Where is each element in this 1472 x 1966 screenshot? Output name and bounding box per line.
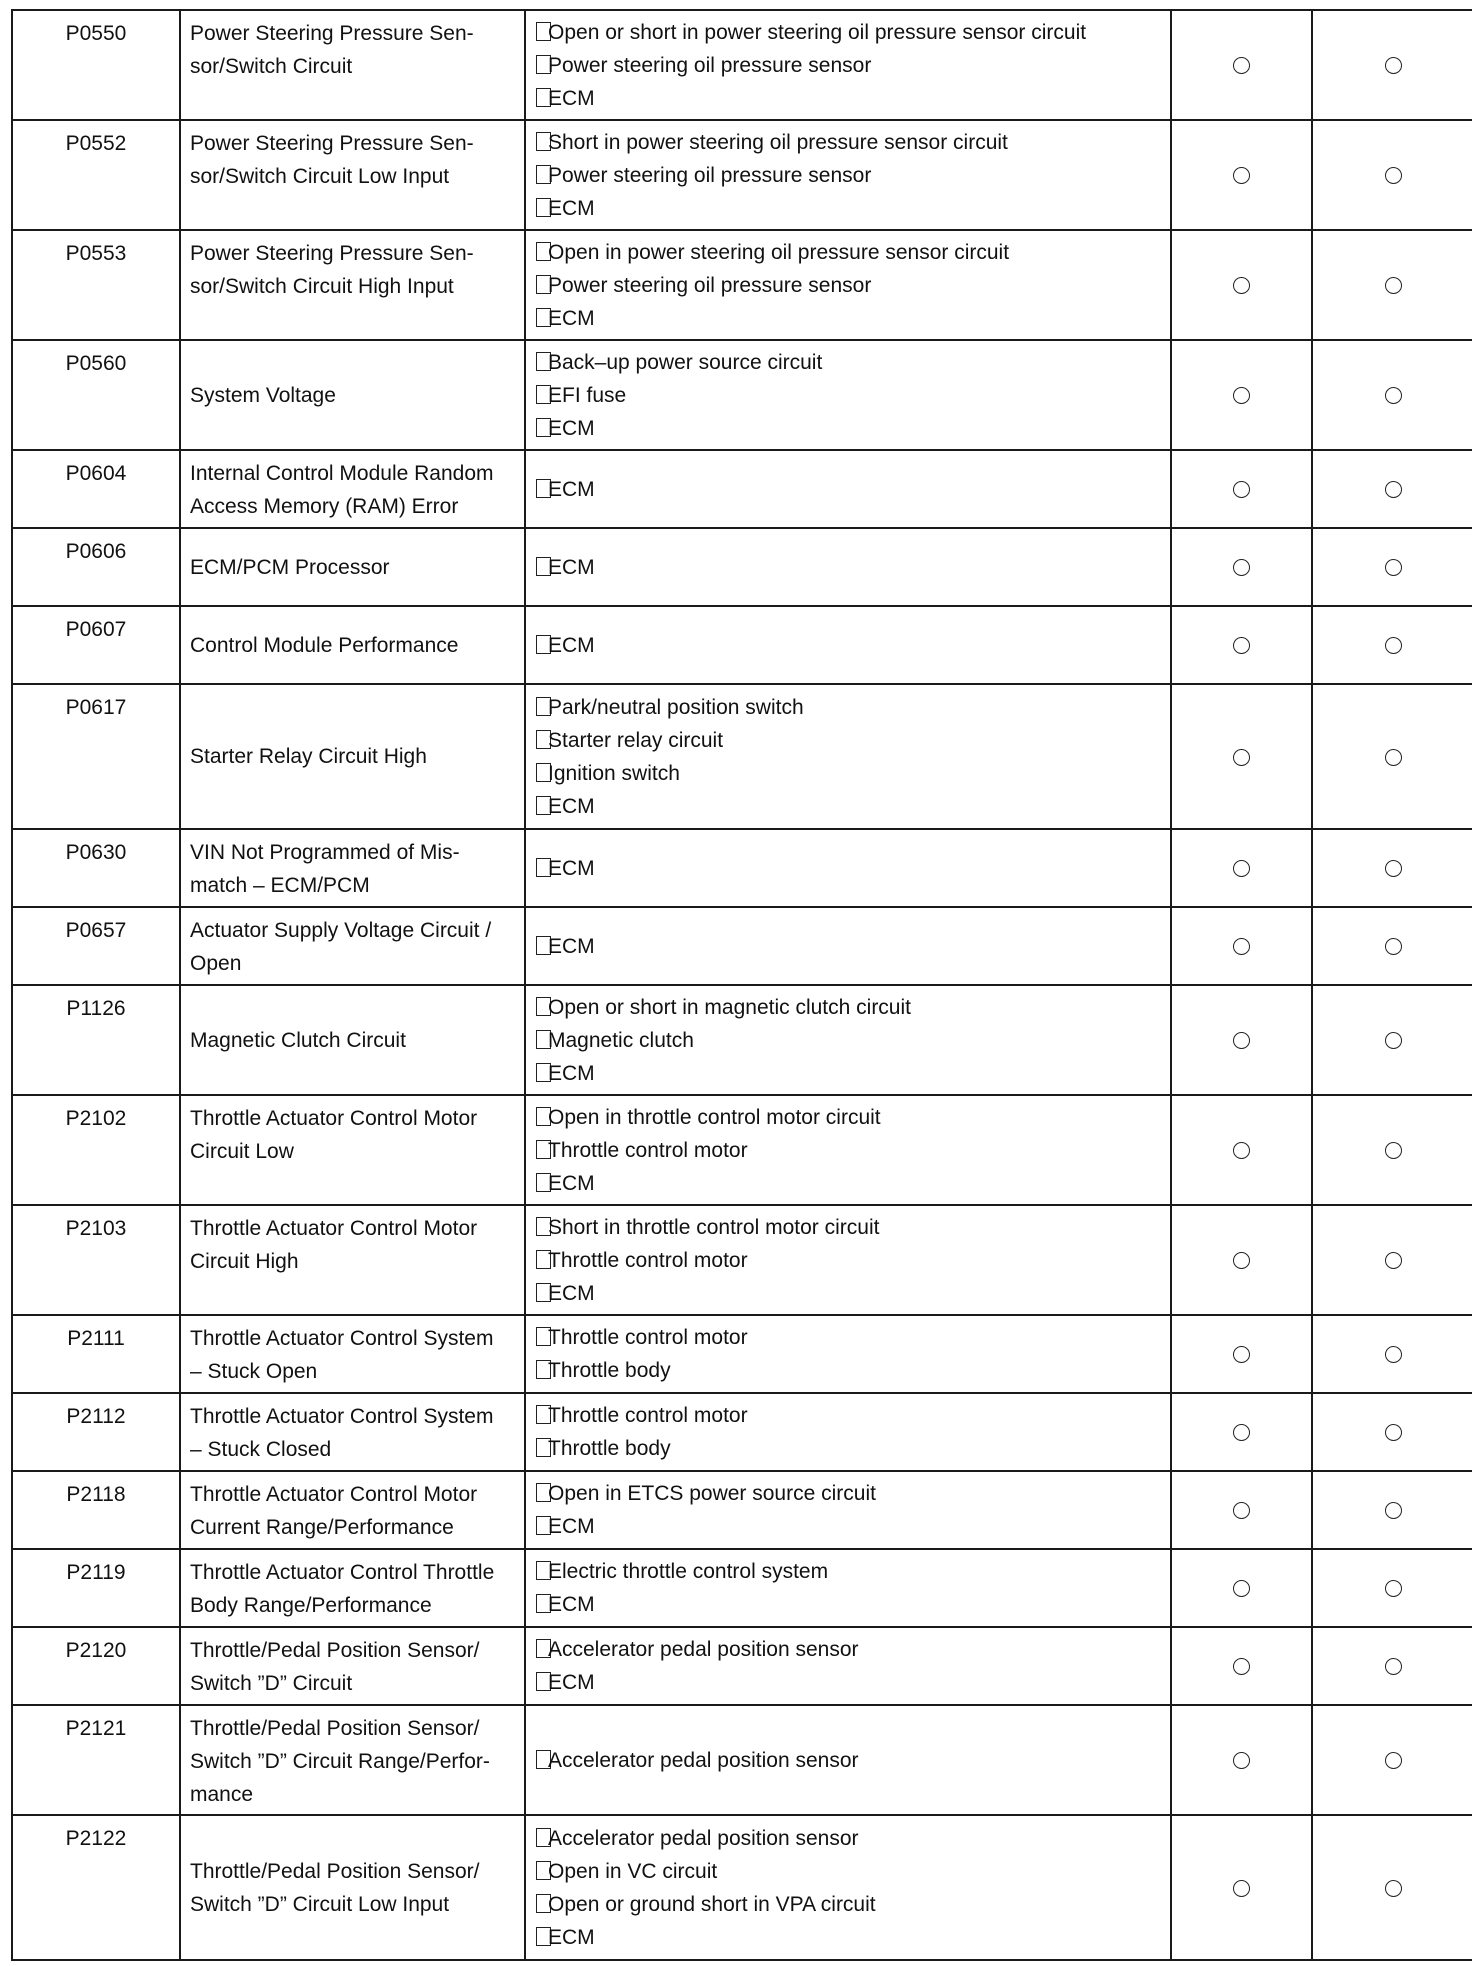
trouble-area [525, 1095, 1171, 1205]
dtc-code: P0550 [12, 10, 180, 120]
trouble-area-text: ECM [548, 856, 595, 880]
memory-column-cell [1312, 230, 1472, 340]
trouble-area [525, 684, 1171, 829]
memory-column-cell [1312, 1205, 1472, 1315]
trouble-area-text: Open in power steering oil pressure sensor circuit [548, 240, 1010, 264]
trouble-area-text: Power steering oil pressure sensor [548, 163, 872, 187]
trouble-area-item [536, 1477, 1164, 1510]
trouble-area-text: Electric throttle control system [548, 1560, 829, 1583]
trouble-area-text: Throttle body [548, 1359, 671, 1382]
trouble-area-text: Throttle control motor [548, 1138, 748, 1162]
trouble-area-text: ECM [548, 1593, 595, 1616]
detection-item: Power Steering Pressure Sen- sor/Switch Circuit Low Input [180, 120, 525, 230]
circle-mark-icon [1233, 1880, 1250, 1897]
memory-column-cell [1312, 907, 1472, 985]
circle-mark-icon [1385, 559, 1402, 576]
dtc-table-body [12, 10, 1472, 1960]
mil-column-cell [1171, 1315, 1312, 1393]
trouble-area-text: ECM [548, 555, 595, 579]
detection-item: Throttle Actuator Control System – Stuck Open [180, 1315, 525, 1393]
circle-mark-icon [1233, 637, 1250, 654]
trouble-area [525, 1471, 1171, 1549]
trouble-area-item [536, 1277, 1164, 1310]
trouble-area-item [536, 1321, 1164, 1354]
trouble-area-text: Magnetic clutch [548, 1028, 694, 1052]
memory-column-cell [1312, 120, 1472, 230]
trouble-area-text: Open or short in power steering oil pressure sensor circuit [548, 20, 1087, 44]
circle-mark-icon [1233, 1346, 1250, 1363]
trouble-area-item [536, 16, 1164, 49]
trouble-area-text: ECM [548, 196, 595, 220]
trouble-area [525, 120, 1171, 230]
trouble-area-item [536, 1855, 1164, 1888]
table-row [12, 10, 1472, 120]
circle-mark-icon [1233, 57, 1250, 74]
mil-column-cell [1171, 1471, 1312, 1549]
circle-mark-icon [1385, 1346, 1402, 1363]
dtc-code: P0657 [12, 907, 180, 985]
trouble-area-text: Short in power steering oil pressure sensor circuit [548, 130, 1008, 154]
trouble-area-text: Power steering oil pressure sensor [548, 273, 872, 297]
circle-mark-icon [1233, 559, 1250, 576]
circle-mark-icon [1233, 1502, 1250, 1519]
memory-column-cell [1312, 1471, 1472, 1549]
trouble-area-text: ECM [548, 633, 595, 657]
trouble-area-item [536, 1057, 1164, 1090]
detection-item: Throttle Actuator Control Motor Current Range/Performance [180, 1471, 525, 1549]
trouble-area-text: ECM [548, 86, 595, 110]
dtc-code: P2103 [12, 1205, 180, 1315]
mil-column-cell [1171, 10, 1312, 120]
trouble-area [525, 1705, 1171, 1815]
detection-item: Throttle/Pedal Position Sensor/ Switch ”D” Circuit Low Input [180, 1815, 525, 1960]
circle-mark-icon [1385, 1424, 1402, 1441]
trouble-area-item [536, 1555, 1164, 1588]
dtc-code: P2102 [12, 1095, 180, 1205]
trouble-area-text: ECM [548, 416, 595, 440]
dtc-code: P0617 [12, 684, 180, 829]
memory-column-cell [1312, 528, 1472, 606]
table-row [12, 1205, 1472, 1315]
detection-item: System Voltage [180, 340, 525, 450]
detection-item: Throttle Actuator Control Throttle Body Range/Performance [180, 1549, 525, 1627]
mil-column-cell [1171, 230, 1312, 340]
circle-mark-icon [1385, 1658, 1402, 1675]
trouble-area-item [536, 1134, 1164, 1167]
circle-mark-icon [1385, 637, 1402, 654]
detection-item: VIN Not Programmed of Mis- match – ECM/PCM [180, 829, 525, 907]
circle-mark-icon [1385, 1252, 1402, 1269]
circle-mark-icon [1233, 1032, 1250, 1049]
table-row [12, 230, 1472, 340]
trouble-area-item [536, 302, 1164, 335]
memory-column-cell [1312, 10, 1472, 120]
memory-column-cell [1312, 1315, 1472, 1393]
memory-column-cell [1312, 1627, 1472, 1705]
circle-mark-icon [1233, 1252, 1250, 1269]
memory-column-cell [1312, 1393, 1472, 1471]
trouble-area-item [536, 991, 1164, 1024]
trouble-area-item [536, 1399, 1164, 1432]
mil-column-cell [1171, 450, 1312, 528]
circle-mark-icon [1233, 1752, 1250, 1769]
table-row [12, 1815, 1472, 1960]
mil-column-cell [1171, 1393, 1312, 1471]
memory-column-cell [1312, 985, 1472, 1095]
detection-item: Internal Control Module Random Access Memory (RAM) Error [180, 450, 525, 528]
trouble-area-item [536, 1432, 1164, 1465]
trouble-area [525, 1815, 1171, 1960]
trouble-area-item [536, 49, 1164, 82]
dtc-code: P2111 [12, 1315, 180, 1393]
mil-column-cell [1171, 1205, 1312, 1315]
trouble-area-item [536, 1633, 1164, 1666]
trouble-area [525, 340, 1171, 450]
trouble-area-item [536, 346, 1164, 379]
table-row [12, 1471, 1472, 1549]
trouble-area-item [536, 852, 1164, 885]
table-row [12, 450, 1472, 528]
table-row [12, 120, 1472, 230]
circle-mark-icon [1233, 387, 1250, 404]
table-row [12, 1627, 1472, 1705]
trouble-area [525, 907, 1171, 985]
dtc-code: P2121 [12, 1705, 180, 1815]
memory-column-cell [1312, 1549, 1472, 1627]
memory-column-cell [1312, 606, 1472, 684]
trouble-area-item [536, 1211, 1164, 1244]
trouble-area [525, 1627, 1171, 1705]
trouble-area-item [536, 1101, 1164, 1134]
detection-item: Starter Relay Circuit High [180, 684, 525, 829]
trouble-area-text: Accelerator pedal position sensor [548, 1748, 859, 1772]
detection-item: Throttle Actuator Control Motor Circuit Low [180, 1095, 525, 1205]
trouble-area-item [536, 1510, 1164, 1543]
trouble-area-item [536, 790, 1164, 823]
trouble-area-item [536, 930, 1164, 963]
table-row [12, 340, 1472, 450]
dtc-code: P2122 [12, 1815, 180, 1960]
mil-column-cell [1171, 340, 1312, 450]
trouble-area-item [536, 1921, 1164, 1954]
trouble-area-item [536, 379, 1164, 412]
trouble-area [525, 829, 1171, 907]
trouble-area-item [536, 192, 1164, 225]
trouble-area-text: ECM [548, 1061, 595, 1085]
table-row [12, 1705, 1472, 1815]
trouble-area-text: Short in throttle control motor circuit [548, 1215, 880, 1239]
trouble-area-text: Open in VC circuit [548, 1859, 718, 1883]
trouble-area [525, 1549, 1171, 1627]
detection-item: ECM/PCM Processor [180, 528, 525, 606]
trouble-area-item [536, 551, 1164, 584]
trouble-area-text: Ignition switch [548, 761, 680, 785]
trouble-area-text: ECM [548, 1515, 595, 1538]
memory-column-cell [1312, 450, 1472, 528]
mil-column-cell [1171, 1815, 1312, 1960]
circle-mark-icon [1385, 749, 1402, 766]
trouble-area-item [536, 1888, 1164, 1921]
trouble-area [525, 450, 1171, 528]
circle-mark-icon [1385, 57, 1402, 74]
mil-column-cell [1171, 606, 1312, 684]
trouble-area-item [536, 1822, 1164, 1855]
detection-item: Power Steering Pressure Sen- sor/Switch Circuit High Input [180, 230, 525, 340]
dtc-code: P2119 [12, 1549, 180, 1627]
circle-mark-icon [1385, 387, 1402, 404]
memory-column-cell [1312, 829, 1472, 907]
mil-column-cell [1171, 1095, 1312, 1205]
dtc-code: P0552 [12, 120, 180, 230]
trouble-area-item [536, 412, 1164, 445]
circle-mark-icon [1385, 860, 1402, 877]
trouble-area-item [536, 1354, 1164, 1387]
memory-column-cell [1312, 1815, 1472, 1960]
circle-mark-icon [1385, 167, 1402, 184]
trouble-area-text: Park/neutral position switch [548, 695, 804, 719]
trouble-area-text: Accelerator pedal position sensor [548, 1638, 859, 1661]
detection-item: Throttle/Pedal Position Sensor/ Switch ”D” Circuit Range/Perfor- mance [180, 1705, 525, 1815]
trouble-area-item [536, 236, 1164, 269]
trouble-area-text: ECM [548, 306, 595, 330]
circle-mark-icon [1385, 1142, 1402, 1159]
circle-mark-icon [1233, 481, 1250, 498]
circle-mark-icon [1233, 1142, 1250, 1159]
memory-column-cell [1312, 1095, 1472, 1205]
trouble-area [525, 1393, 1171, 1471]
detection-item: Magnetic Clutch Circuit [180, 985, 525, 1095]
table-row [12, 1393, 1472, 1471]
circle-mark-icon [1233, 1580, 1250, 1597]
trouble-area-text: Throttle body [548, 1437, 671, 1460]
trouble-area-text: Open in ETCS power source circuit [548, 1482, 876, 1505]
trouble-area-text: ECM [548, 1171, 595, 1195]
trouble-area-item [536, 1244, 1164, 1277]
trouble-area-item [536, 757, 1164, 790]
circle-mark-icon [1385, 1502, 1402, 1519]
circle-mark-icon [1233, 277, 1250, 294]
dtc-code: P2118 [12, 1471, 180, 1549]
dtc-code: P0553 [12, 230, 180, 340]
dtc-code: P0606 [12, 528, 180, 606]
trouble-area-item [536, 629, 1164, 662]
mil-column-cell [1171, 1549, 1312, 1627]
trouble-area-item [536, 1588, 1164, 1621]
trouble-area [525, 606, 1171, 684]
detection-item: Control Module Performance [180, 606, 525, 684]
circle-mark-icon [1385, 277, 1402, 294]
circle-mark-icon [1385, 1032, 1402, 1049]
memory-column-cell [1312, 1705, 1472, 1815]
trouble-area-item [536, 1167, 1164, 1200]
circle-mark-icon [1233, 1658, 1250, 1675]
detection-item: Throttle Actuator Control Motor Circuit High [180, 1205, 525, 1315]
trouble-area-text: Open in throttle control motor circuit [548, 1105, 881, 1129]
detection-item: Throttle Actuator Control System – Stuck Closed [180, 1393, 525, 1471]
trouble-area-text: Back–up power source circuit [548, 350, 823, 374]
table-row [12, 1549, 1472, 1627]
table-row [12, 528, 1472, 606]
mil-column-cell [1171, 120, 1312, 230]
detection-item: Actuator Supply Voltage Circuit / Open [180, 907, 525, 985]
detection-item: Power Steering Pressure Sen- sor/Switch Circuit [180, 10, 525, 120]
dtc-code: P1126 [12, 985, 180, 1095]
circle-mark-icon [1233, 938, 1250, 955]
trouble-area-item [536, 159, 1164, 192]
trouble-area-item [536, 269, 1164, 302]
dtc-code: P2112 [12, 1393, 180, 1471]
trouble-area [525, 528, 1171, 606]
trouble-area-text: Open or short in magnetic clutch circuit [548, 995, 911, 1019]
trouble-area-text: ECM [548, 1671, 595, 1694]
trouble-area-item [536, 1024, 1164, 1057]
dtc-code: P0604 [12, 450, 180, 528]
trouble-area-text: Throttle control motor [548, 1404, 748, 1427]
trouble-area-text: Starter relay circuit [548, 728, 724, 752]
mil-column-cell [1171, 684, 1312, 829]
trouble-area-text: Open or ground short in VPA circuit [548, 1892, 876, 1916]
mil-column-cell [1171, 829, 1312, 907]
mil-column-cell [1171, 907, 1312, 985]
memory-column-cell [1312, 340, 1472, 450]
table-row [12, 829, 1472, 907]
dtc-code: P0607 [12, 606, 180, 684]
circle-mark-icon [1385, 481, 1402, 498]
dtc-code: P2120 [12, 1627, 180, 1705]
dtc-table [11, 9, 1472, 1961]
trouble-area-text: ECM [548, 934, 595, 958]
trouble-area [525, 1315, 1171, 1393]
memory-column-cell [1312, 684, 1472, 829]
trouble-area-text: Throttle control motor [548, 1326, 748, 1349]
trouble-area-item [536, 691, 1164, 724]
trouble-area [525, 10, 1171, 120]
dtc-code: P0560 [12, 340, 180, 450]
trouble-area-text: Accelerator pedal position sensor [548, 1826, 859, 1850]
mil-column-cell [1171, 985, 1312, 1095]
circle-mark-icon [1385, 1580, 1402, 1597]
trouble-area-text: ECM [548, 1925, 595, 1949]
table-row [12, 606, 1472, 684]
trouble-area-item [536, 1744, 1164, 1777]
trouble-area-text: Power steering oil pressure sensor [548, 53, 872, 77]
table-row [12, 1095, 1472, 1205]
mil-column-cell [1171, 528, 1312, 606]
dtc-code: P0630 [12, 829, 180, 907]
trouble-area-text: ECM [548, 477, 595, 501]
table-row [12, 1315, 1472, 1393]
trouble-area [525, 985, 1171, 1095]
trouble-area-item [536, 126, 1164, 159]
trouble-area-text: ECM [548, 794, 595, 818]
trouble-area-item [536, 1666, 1164, 1699]
table-row [12, 684, 1472, 829]
circle-mark-icon [1233, 749, 1250, 766]
circle-mark-icon [1233, 860, 1250, 877]
trouble-area-item [536, 473, 1164, 506]
circle-mark-icon [1233, 1424, 1250, 1441]
table-row [12, 985, 1472, 1095]
circle-mark-icon [1385, 938, 1402, 955]
circle-mark-icon [1385, 1880, 1402, 1897]
trouble-area [525, 230, 1171, 340]
circle-mark-icon [1233, 167, 1250, 184]
circle-mark-icon [1385, 1752, 1402, 1769]
mil-column-cell [1171, 1705, 1312, 1815]
trouble-area [525, 1205, 1171, 1315]
mil-column-cell [1171, 1627, 1312, 1705]
detection-item: Throttle/Pedal Position Sensor/ Switch ”D” Circuit [180, 1627, 525, 1705]
trouble-area-text: ECM [548, 1281, 595, 1305]
trouble-area-item [536, 82, 1164, 115]
trouble-area-item [536, 724, 1164, 757]
table-row [12, 907, 1472, 985]
trouble-area-text: Throttle control motor [548, 1248, 748, 1272]
trouble-area-text: EFI fuse [548, 383, 627, 407]
